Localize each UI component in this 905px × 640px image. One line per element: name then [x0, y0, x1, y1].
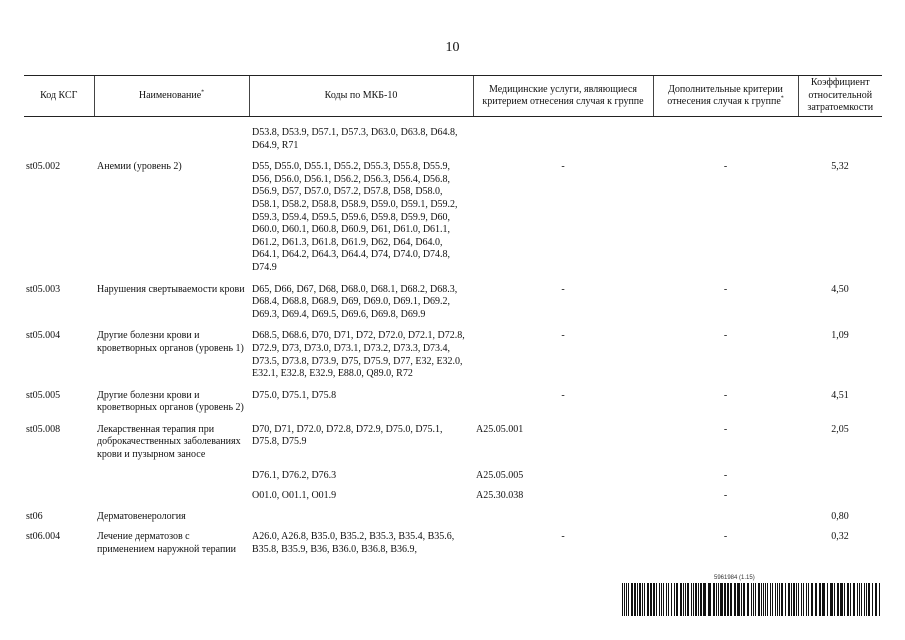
cell-extra: -	[723, 490, 728, 502]
barcode-block	[622, 575, 882, 617]
cell-coef: 1,09	[831, 330, 849, 342]
cell-name: Дерматовенерология	[97, 510, 186, 522]
cell-name: Другие болезни крови и кроветворных органов (уровень 1)	[97, 330, 244, 354]
cell-services: A25.05.005	[476, 469, 524, 481]
cell-coef: 4,51	[831, 389, 849, 401]
cell-coef	[798, 482, 882, 503]
table-row	[24, 381, 882, 415]
cell-extra: -	[723, 330, 728, 342]
cell-extra: -	[723, 389, 728, 401]
cell-name: Другие болезни крови и кроветворных органов (уровень 2)	[97, 389, 244, 414]
cell-extra: -	[723, 469, 728, 481]
table-row	[24, 482, 882, 503]
cell-name: Лечение дерматозов с применением наружной терапии	[97, 531, 237, 556]
cell-coef	[798, 462, 882, 483]
cell-name: Нарушения свертываемости крови	[97, 283, 245, 295]
table-row	[24, 152, 882, 274]
cell-coef: 0,32	[831, 531, 849, 543]
ksg-table	[24, 75, 882, 557]
table-header-row	[24, 76, 882, 117]
page-number: 10	[445, 40, 460, 55]
cell-services: -	[561, 161, 565, 173]
cell-services	[473, 117, 653, 153]
barcode-caption: 5961984 (1.15)	[714, 575, 755, 581]
footnote-mark: *	[201, 89, 205, 96]
cell-coef: 2,05	[831, 423, 849, 435]
cell-mkb: D65, D66, D67, D68, D68.0, D68.1, D68.2, D68.3, D68.4, D68.8, D68.9, D69, D69.0, D69.1, D69.2, D69.3, D69.4, D69.5, D69.6, D69.8, D69.9	[252, 283, 458, 320]
cell-mkb: A26.0, A26.8, B35.0, B35.2, B35.3, B35.4, B35.6, B35.8, B35.9, B36, B36.0, B36.8, B36.9,	[252, 531, 455, 556]
cell-coef: 0,80	[831, 510, 849, 522]
table-row	[24, 275, 882, 322]
cell-extra: -	[723, 423, 728, 435]
cell-mkb: D70, D71, D72.0, D72.8, D72.9, D75.0, D75.1, D75.8, D75.9	[252, 423, 443, 448]
table-row	[24, 503, 882, 524]
header-coefficient: Коэффициент относительной затратоемкости	[798, 76, 882, 117]
header-name: Наименование*	[94, 76, 249, 117]
cell-mkb: D76.1, D76.2, D76.3	[252, 469, 337, 481]
cell-services: -	[561, 330, 565, 342]
cell-code	[24, 117, 94, 153]
header-extra-criteria: Дополнительные критерии отнесения случая к группе*	[653, 76, 798, 117]
cell-coef: 4,50	[831, 283, 849, 295]
cell-code: st05.004	[26, 330, 61, 342]
cell-mkb: D75.0, D75.1, D75.8	[252, 389, 337, 401]
cell-extra	[653, 503, 798, 524]
cell-services: -	[561, 389, 565, 401]
cell-name	[94, 462, 249, 483]
cell-services: A25.30.038	[476, 490, 524, 502]
header-mkb: Коды по МКБ-10	[249, 76, 473, 117]
cell-code	[24, 462, 94, 483]
cell-mkb: O01.0, O01.1, O01.9	[252, 490, 337, 502]
cell-services: A25.05.001	[476, 423, 524, 435]
cell-services	[473, 503, 653, 524]
cell-mkb: D55, D55.0, D55.1, D55.2, D55.3, D55.8, D55.9, D56, D56.0, D56.1, D56.2, D56.3, D56.4, D56.8, D56.9, D57, D57.0, D57.2, D57.8, D58, D58.0, D58.1, D58.2, D58.8, D58.9, D59.0, D59.1, D59.2, D59.3, D59.4, D59.5, D59.6, D59.8, D59.9, D60, D60.0, D60.1, D60.8, D60.9, D61, D61.0, D61.1, D61.2, D61.3, D61.8, D61.9, D62, D64, D64.0, D64.1, D64.2, D64.3, D64.4, D74, D74.0, D74.8, D74.9	[252, 161, 458, 273]
table-row	[24, 321, 882, 380]
cell-name: Анемии (уровень 2)	[97, 161, 182, 173]
table-row	[24, 117, 882, 153]
cell-coef	[798, 117, 882, 153]
footnote-mark: *	[780, 95, 784, 102]
cell-code	[24, 482, 94, 503]
cell-coef: 5,32	[831, 161, 849, 173]
cell-name: Лекарственная терапия при доброкачественных заболеваниях крови и пузырном заносе	[97, 423, 241, 461]
cell-code: st05.003	[26, 283, 61, 295]
cell-services: -	[561, 283, 565, 295]
cell-services: -	[561, 531, 565, 543]
table-row	[24, 462, 882, 483]
cell-code: st05.002	[26, 161, 61, 173]
barcode-image	[622, 583, 882, 616]
cell-code: st05.005	[26, 389, 61, 401]
cell-name	[94, 117, 249, 153]
cell-code: st06.004	[26, 531, 61, 543]
header-services: Медицинские услуги, являющиеся критерием отнесения случая к группе	[473, 76, 653, 117]
table-row	[24, 415, 882, 462]
cell-code: st06	[26, 510, 43, 522]
cell-mkb: D53.8, D53.9, D57.1, D57.3, D63.0, D63.8, D64.8, D64.9, R71	[252, 127, 458, 151]
cell-extra: -	[723, 531, 728, 543]
cell-name	[94, 482, 249, 503]
cell-code: st05.008	[26, 423, 61, 435]
cell-extra: -	[723, 283, 728, 295]
cell-mkb: D68.5, D68.6, D70, D71, D72, D72.0, D72.1, D72.8, D72.9, D73, D73.0, D73.1, D73.2, D73.3, D73.4, D73.5, D73.8, D73.9, D75, D75.9, D77, E32, E32.0, E32.1, E32.8, E32.9, E88.0, Q89.0, R72	[252, 330, 465, 380]
cell-mkb	[249, 503, 473, 524]
cell-extra	[653, 117, 798, 153]
header-code: Код КСГ	[24, 76, 94, 117]
table-row	[24, 523, 882, 556]
cell-extra: -	[723, 161, 728, 173]
